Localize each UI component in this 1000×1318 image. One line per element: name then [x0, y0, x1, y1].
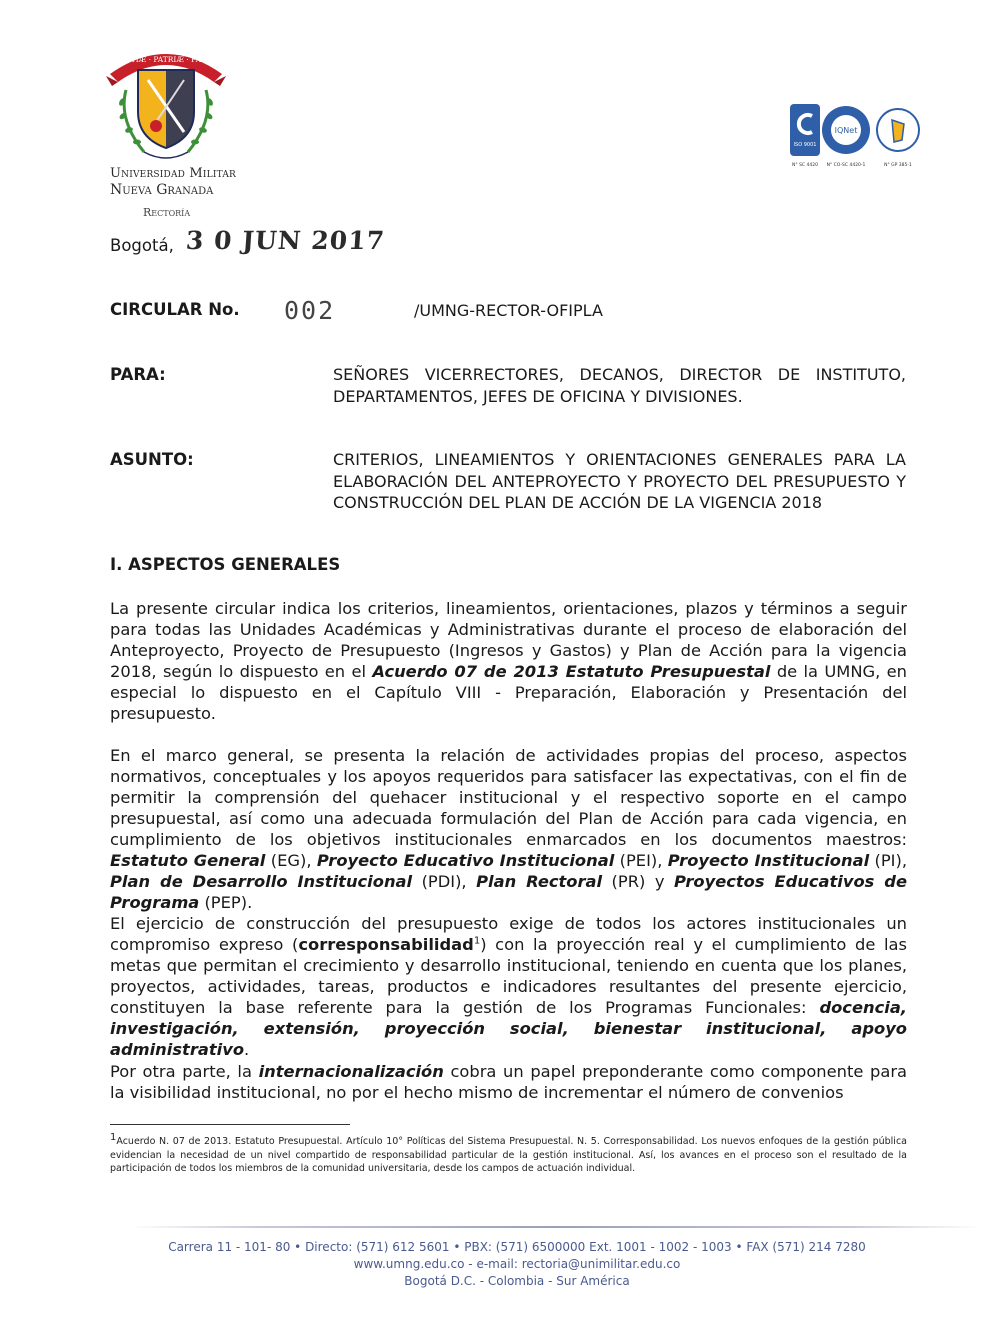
crest-base-ribbon [144, 152, 188, 158]
p4-internacionalizacion: internacionalización [258, 1062, 444, 1081]
footer-location: Bogotá D.C. - Colombia - Sur América [404, 1274, 630, 1288]
p2-text-a: En el marco general, se presenta la relación de actividades propias del proceso, aspectos normativos, conceptuales y los apoyos requeridos para satisfacer las expectativas, con el fin de permitir la comprensión del quehacer institucional y el respectivo soporte en el campo presupuestal, así como una adecuada formulación del Plan de Acción para cada vigencia, en cumplimiento de los objetivos institucionales enmarcados en los documentos maestros: [110, 746, 907, 849]
crest-shield-right-half [166, 70, 194, 148]
p2-pdi: Plan de Desarrollo Institucional [110, 872, 413, 891]
footnote-text: Acuerdo N. 07 de 2013. Estatuto Presupuestal. Artículo 10° Políticas del Sistema Presupuestal. N. 5. Corresponsabilidad. Los nuevos enfoques de la gestión pública evidencian la necesidad de un nivel compartido de responsabilidad particular de la gestión institucional. Así, los avances en el proceso son el resultado de la participación de todos los miembros de la comunidad universitaria, desde los campos de actuación individual. [110, 1136, 907, 1174]
p1-text-a: La presente circular indica los criterios, lineamientos, orientaciones, plazos y términos a seguir para todas las Unidades Académicas y Administrativas durante el proceso de elaboración del Anteproyecto, Proyecto de Presupuesto (Ingresos y Gastos) y Plan de Acción para la vigencia 2018, según lo dispuesto en el [110, 599, 907, 681]
cert-iso-label: ISO 9001 [793, 142, 817, 148]
circular-number: 002 [284, 296, 336, 325]
p3-corresponsabilidad: corresponsabilidad [298, 935, 474, 954]
cert-number-2: N° CO-SC 4420-1 [826, 163, 866, 168]
cert-number-1: N° SC 4420 [792, 163, 818, 168]
asunto-label: ASUNTO: [110, 450, 194, 469]
asunto-subject: CRITERIOS, LINEAMIENTOS Y ORIENTACIONES GENERALES PARA LA ELABORACIÓN DEL ANTEPROYECTO Y PROYECTO DEL PRESUPUESTO Y CONSTRUCCIÓN DEL PLAN DE ACCIÓN DE LA VIGENCIA 2018 [333, 450, 906, 512]
certification-logos [788, 102, 922, 174]
p3-text-c: ) con la proyección real y el cumplimiento de las metas que permitan el crecimiento y desarrollo institucional, teniendo en cuenta que los planes, proyectos, actividades, tareas, productos e indicadores resultantes del presente ejercicio, constituyen la base referente para la gestión de los Programas Funcionales: [110, 935, 907, 1017]
p4-text-a: Por otra parte, la [110, 1062, 259, 1081]
p2-pep: Proyectos Educativos de Programa [110, 872, 907, 912]
footer-address: Carrera 11 - 101- 80 • Directo: (571) 612 5601 • PBX: (571) 6500000 Ext. 1001 - 1002 - 1003 • FAX (571) 214 7280 [168, 1240, 866, 1254]
body-paragraph-2 [110, 745, 907, 913]
cert-iqnet-label: IQNet [834, 126, 858, 135]
para-recipients: SEÑORES VICERRECTORES, DECANOS, DIRECTOR DE INSTITUTO, DEPARTAMENTOS, JEFES DE OFICINA Y DIVISIONES. [333, 365, 906, 406]
footnote [110, 1131, 907, 1176]
p4-text-c: cobra un papel preponderante como componente para la visibilidad institucional, no por el hecho mismo de incrementar el número de convenios [110, 1062, 907, 1102]
p3-text-e: . [244, 1040, 250, 1059]
p1-acuerdo-reference: Acuerdo 07 de 2013 Estatuto Presupuestal [372, 662, 771, 681]
letter-city: Bogotá, [110, 236, 174, 255]
university-name-line1: Universidad Militar [110, 166, 237, 181]
footer-divider [130, 1226, 980, 1228]
body-paragraph-4 [110, 1061, 907, 1103]
footnote-divider [110, 1124, 350, 1125]
p2-pi: Proyecto Institucional [667, 851, 870, 870]
pomegranate-icon [150, 120, 162, 132]
p2-pei: Proyecto Educativo Institucional [316, 851, 615, 870]
p2-pi-abbr: (PI), [869, 851, 907, 870]
footnote-marker: 1 [110, 1131, 117, 1143]
p2-pr-abbr: (PR) y [602, 872, 674, 891]
para-label: PARA: [110, 365, 166, 384]
body-paragraph-1 [110, 598, 907, 724]
p2-pei-abbr: (PEI), [614, 851, 668, 870]
icontec-cert-icon [790, 104, 820, 156]
footnote-ref-1[interactable]: 1 [473, 935, 481, 947]
body-paragraph-3 [110, 913, 907, 1060]
p2-pdi-abbr: (PDI), [412, 872, 477, 891]
university-name [110, 165, 310, 199]
p2-pep-abbr: (PEP). [199, 893, 253, 912]
colombia-map-icon [892, 120, 904, 142]
circular-label: CIRCULAR No. [110, 300, 240, 319]
p3-programas-funcionales: docencia, investigación, extensión, proyección social, bienestar institucional, apoyo administrativo [110, 998, 907, 1059]
circular-code: /UMNG-RECTOR-OFIPLA [414, 301, 603, 320]
p2-pr: Plan Rectoral [476, 872, 603, 891]
crest-motto: SCIENTIÆ · PATRIÆ · FAMILIÆ [104, 55, 228, 64]
p2-eg-abbr: (EG), [265, 851, 317, 870]
university-crest-logo [104, 40, 228, 168]
p2-estatuto-general: Estatuto General [110, 851, 266, 870]
office-name: Rectoría [143, 206, 191, 219]
date-stamp: 3 0 JUN 2017 [184, 226, 386, 255]
p1-text-c: de la UMNG, en especial lo dispuesto en el Capítulo VIII - Preparación, Elaboración y Presentación del presupuesto. [110, 662, 907, 723]
p3-text-a: El ejercicio de construcción del presupuesto exige de todos los actores institucionales un compromiso expreso ( [110, 914, 907, 954]
section-title: I. ASPECTOS GENERALES [110, 555, 341, 574]
cert-number-3: N° GP 385-1 [884, 163, 912, 168]
university-name-line2: Nueva Granada [110, 182, 214, 198]
footer-web-email[interactable]: www.umng.edu.co - e-mail: rectoria@unimilitar.edu.co [353, 1257, 681, 1271]
